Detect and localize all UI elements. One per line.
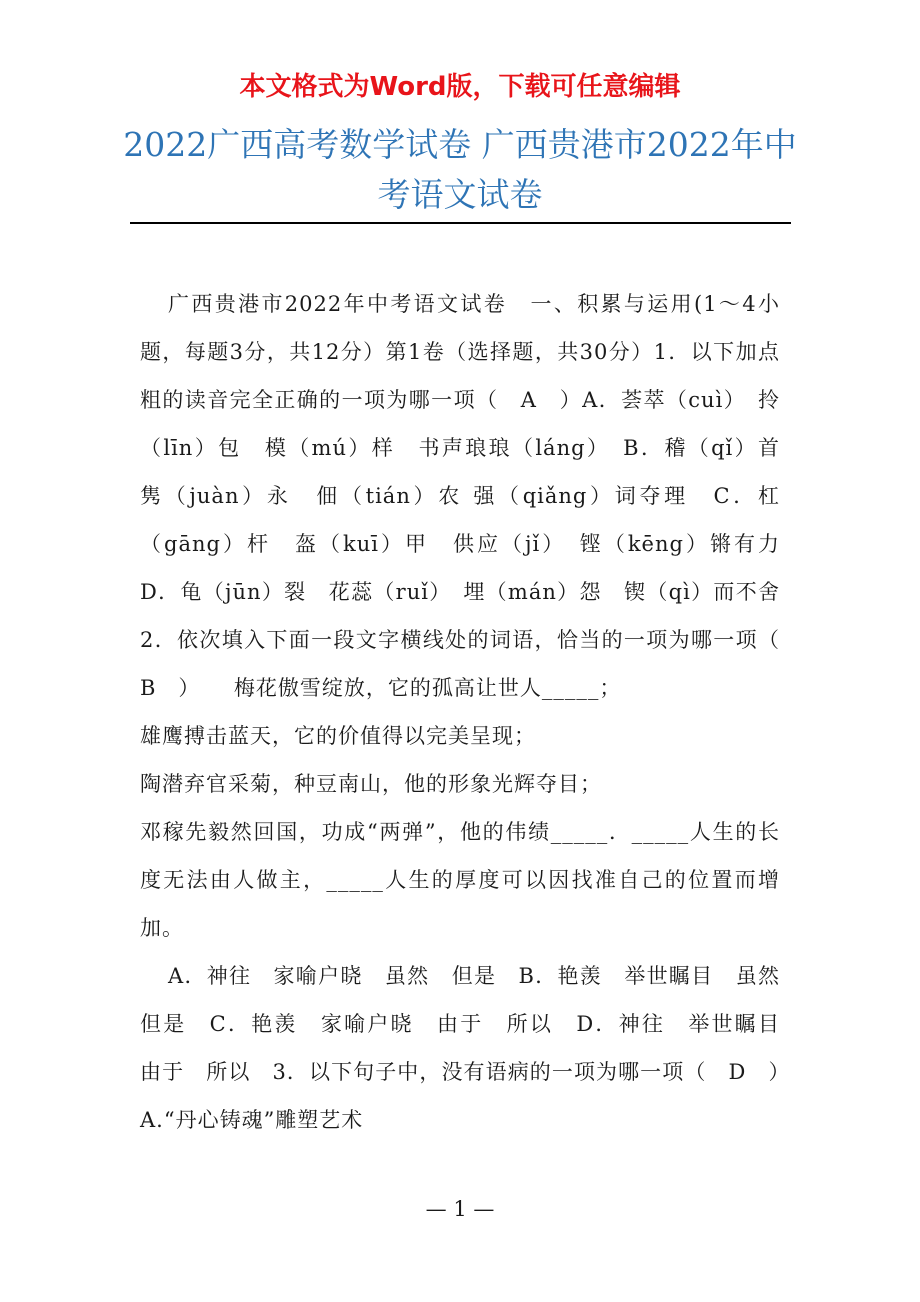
body-paragraph-2: 雄鹰搏击蓝天，它的价值得以完美呈现； <box>140 724 536 748</box>
body-paragraph-4: 邓稼先毅然回国，功成“两弹”，他的伟绩_____．_____人生的长度无法由人做主，_____人生的厚度可以因找准自己的位置而增加。 <box>140 820 780 940</box>
page-number: — 1 — <box>425 1197 495 1221</box>
body-paragraph-3: 陶潜弃官采菊，种豆南山，他的形象光辉夺目； <box>140 772 602 796</box>
title-divider <box>130 222 791 224</box>
format-notice: 本文格式为Word版，下载可任意编辑 <box>239 72 681 102</box>
body-paragraph-1: 广西贵港市2022年中考语文试卷 一、积累与运用(1～4小题，每题3分，共12分）第1卷（选择题，共30分）1．以下加点粗的读音完全正确的一项为哪一项（ A ）A．荟萃（cuì） 拎（līn）包 模（mú）样 书声琅琅（láng） B．稽（qǐ）首 隽（juàn）永 佃（tián）农 强（qiǎng）词夺理 C．杠（gāng）杆 盔（kuī）甲 供应（jǐ） 铿（kēng）锵有力 D．龟（jūn）裂 花蕊（ruǐ） 埋（mán）怨 锲（qì）而不舍 2．依次填入下面一段文字横线处的词语，恰当的一项为哪一项（ B ） 梅花傲雪绽放，它的孤高让世人_____； <box>140 292 802 700</box>
document-title: 2022广西高考数学试卷 广西贵港市2022年中考语文试卷 <box>123 125 797 214</box>
body-paragraph-5: A．神往 家喻户晓 虽然 但是 B．艳羡 举世瞩目 虽然 但是 C．艳羡 家喻户晓 由于 所以 D．神往 举世瞩目 由于 所以 3．以下句子中，没有语病的一项为哪一项（ D ） A.“丹心铸魂”雕塑艺术 <box>140 964 802 1132</box>
document-body <box>140 280 802 1144</box>
